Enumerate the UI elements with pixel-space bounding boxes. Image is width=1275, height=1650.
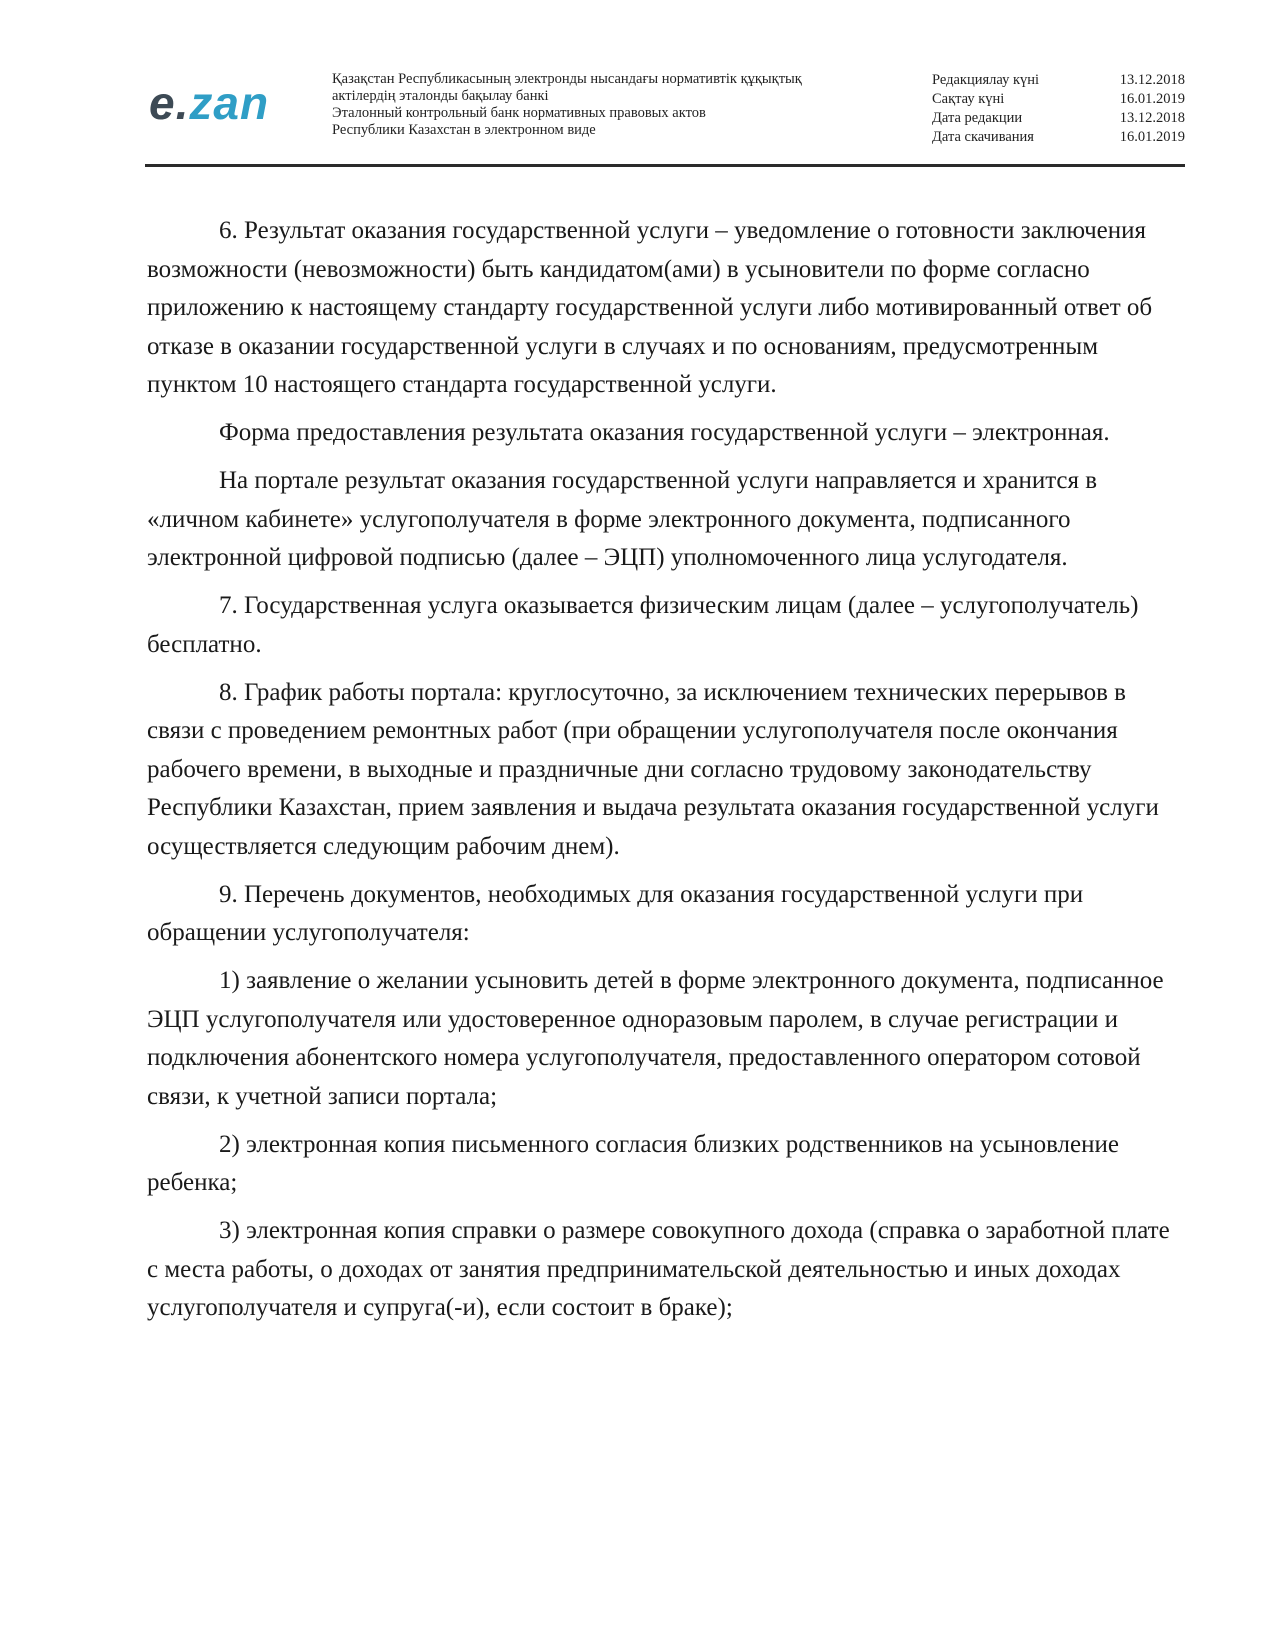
meta-value: 13.12.2018 [1119,72,1185,88]
meta-label: Дата скачивания [932,129,1034,145]
paragraph-item-6: 6. Результат оказания государственной услуги – уведомление о готовности заключения возможности (невозможности) быть кандидатом(ами) в усыновители по форме согласно приложению к настоящему стандарту государственной услуги либо мотивированный ответ об отказе в оказании государственной услуги в случаях и по основаниям, предусмотренным пунктом 10 настоящего стандарта государственной услуги. [147,217,1153,398]
document-body [147,212,1181,1337]
list-item-2: 2) электронная копия письменного согласия близких родственников на усыновление ребенка; [147,1130,1119,1196]
meta-value: 16.01.2019 [1119,91,1185,107]
header-title-line: актілердің эталонды бақылау банкі [332,88,549,104]
paragraph-result-form: Форма предоставления результата оказания государственной услуги – электронная. [219,419,1110,446]
header-meta-block [932,71,1185,147]
meta-row-save-date-kz [932,90,1185,109]
meta-row-edit-date-kz [932,71,1185,90]
meta-label: Дата редакции [932,110,1023,126]
header-title-line: Республики Казахстан в электронном виде [332,122,596,138]
header-title-line: Эталонный контрольный банк нормативных правовых актов [332,105,706,121]
meta-row-edit-date-ru [932,109,1185,128]
document-header [145,66,1185,164]
ezan-logo: e.zan [149,77,270,129]
meta-value: 13.12.2018 [1119,110,1185,126]
list-item-1: 1) заявление о желании усыновить детей в форме электронного документа, подписанное ЭЦП услугополучателя или удостоверенное одноразовым паролем, в случае регистрации и подключения абонентского номера услугополучателя, предоставленного оператором сотовой связи, к учетной записи портала; [147,967,1164,1110]
header-title-line: Қазақстан Республикасының электронды нысандағы нормативтік құқықтық [332,71,802,87]
meta-row-download-date-ru [932,128,1185,147]
meta-label: Редакциялау күні [932,72,1040,88]
meta-value: 16.01.2019 [1119,129,1185,145]
header-divider [145,164,1185,167]
paragraph-item-9: 9. Перечень документов, необходимых для оказания государственной услуги при обращении услугополучателя: [147,880,1084,946]
paragraph-item-8: 8. График работы портала: круглосуточно, за исключением технических перерывов в связи с проведением ремонтных работ (при обращении услугополучателя после окончания рабочего времени, в выходные и праздничные дни согласно трудовому законодательству Республики Казахстан, прием заявления и выдача результата оказания государственной услуги осуществляется следующим рабочим днем). [147,678,1159,860]
paragraph-item-7: 7. Государственная услуга оказывается физическим лицам (далее – услугополучатель) бесплатно. [147,592,1139,658]
list-item-3: 3) электронная копия справки о размере совокупного дохода (справка о заработной плате с места работы, о доходах от занятия предпринимательской деятельностью и иных доходах услугополучателя и супруга(-и), если состоит в браке); [147,1217,1170,1321]
header-title-block [332,71,892,139]
paragraph-portal-result: На портале результат оказания государственной услуги направляется и хранится в «личном кабинете» услугополучателя в форме электронного документа, подписанного электронной цифровой подписью (далее – ЭЦП) уполномоченного лица услугодателя. [147,467,1098,571]
meta-label: Сақтау күні [932,91,1005,107]
